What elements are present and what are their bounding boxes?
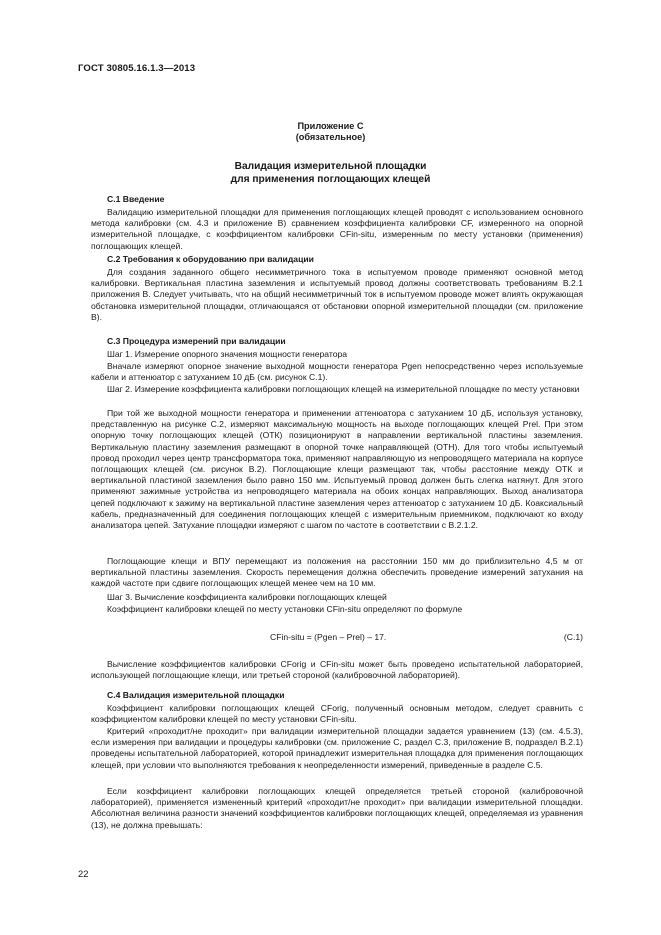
annex-status: (обязательное)	[295, 132, 366, 142]
doc-title-line1: Валидация измерительной площадки	[234, 161, 427, 172]
standard-header: ГОСТ 30805.16.1.3—2013	[78, 63, 196, 74]
section-c4-paragraph-2: Критерий «проходит/не проходит» при валидации измерительной площадки задается уравнением (13) (см. 4.5.3), если измерения при валидации и процедуры калибровки (см. приложение С, раздел С.3, приложение В, подраздел В.2.1) проведены испытательной лабораторией, которой принадлежит измерительная площадка для применения поглощающих клещей, при условии что выполняются требования к неопределенности измерений, приведенные в разделе С.5.	[91, 726, 583, 770]
section-c3-heading: С.3 Процедура измерений при валидации	[107, 336, 286, 346]
annex-title: Приложение С	[297, 121, 364, 131]
section-c3-paragraph-4: Коэффициент калибровки клещей по месту установки CFin-situ определяют по формуле	[107, 604, 463, 614]
step-2-label: Шаг 2. Измерение коэффициента калибровки поглощающих клещей на измерительной площадке по месту установки	[107, 384, 580, 394]
section-c3-paragraph-5: Вычисление коэффициентов калибровки CForig и CFin-situ может быть проведено испытательной лабораторией, использующей поглощающие клещи, или третьей стороной (калибровочной лабораторией).	[91, 659, 583, 681]
section-c4-heading: С.4 Валидация измерительной площадки	[107, 690, 285, 700]
section-c2-heading: С.2 Требования к оборудованию при валидации	[107, 254, 314, 264]
section-c4-paragraph-1: Коэффициент калибровки поглощающих клещей CForig, полученный основным методом, следует сравнить с коэффициентом калибровки клещей по месту установки CFin-situ.	[91, 703, 583, 725]
page-number: 22	[78, 868, 89, 879]
step-1-label: Шаг 1. Измерение опорного значения мощности генератора	[107, 349, 348, 359]
section-c1-paragraph: Валидацию измерительной площадки для применения поглощающих клещей проводят с использованием основного метода калибровки (см. 4.3 и приложение В) сравнением коэффициента калибровки CF, измеренного на опорной измерительной площадке, с коэффициентом калибровки CFin-situ, измеренным по месту установки (применения) поглощающих клещей.	[91, 207, 583, 251]
formula-expression: CFin-situ = (Pgen – Prel) – 17.	[270, 632, 387, 642]
section-c3-paragraph-3: Поглощающие клещи и ВПУ перемещают из положения на расстоянии 150 мм до приблизительно 4,5 м от вертикальной пластины заземления. Скорость перемещения должна обеспечить проведение измерений затухания на каждой частоте при сдвиге поглощающих клещей менее чем на 10 мм.	[91, 556, 583, 589]
section-c4-paragraph-3: Если коэффициент калибровки поглощающих клещей определяется третьей стороной (калибровочной лабораторией), применяется измененный критерий «проходит/не проходит» при валидации измерительной площадки. Абсолютная величина разности значений коэффициентов калибровки поглощающих клещей, определяемая из уравнения (13), не должна превышать:	[91, 786, 583, 830]
step-3-label: Шаг 3. Вычисление коэффициента калибровки поглощающих клещей	[107, 592, 387, 602]
section-c3-paragraph-2: При той же выходной мощности генератора и применении аттенюатора с затуханием 10 дБ, используя установку, представленную на рисунке С.2, измеряют максимальную мощность на выходе поглощающих клещей Prel. При этом опорную точку поглощающих клещей (ОТК) позиционируют в направлении вертикальной пластины заземления. Вертикальную пластину заземления размещают в опорной точке направляющей (ОТН). Для того чтобы испытуемый провод проходил через центр трансформатора тока, применяют направляющую из непроводящего материала на корпусе поглощающих клещей (см. рисунок В.2). Поглощающие клещи размещают так, чтобы расстояние между ОТК и вертикальной пластиной заземления было равно 150 мм. Испытуемый провод должен быть слегка натянут. Для этого применяют зажимные устройства из непроводящего материала на обоих концах направляющих. Выход анализатора цепей подключают к зажиму на вертикальной пластине заземления через аттенюатор с затуханием 10 дБ. Коаксиальный кабель, предназначенный для соединения поглощающих клещей с измерительным приемником, подключают ко входу анализатора цепей. Затухание площадки измеряют с шагом по частоте в соответствии с В.2.1.2.	[91, 408, 583, 531]
formula-c1	[91, 632, 583, 644]
formula-number: (С.1)	[563, 632, 583, 642]
section-c2-paragraph: Для создания заданного общего несимметричного тока в испытуемом проводе применяют основной метод калибровки. Вертикальная пластина заземления и испытуемый провод должны соответствовать требованиям В.2.1 приложения В. Следует учитывать, что на общий несимметричный ток в испытуемом проводе может влиять окружающая обстановка измерительной площадки, отличающаяся от обстановки опорной измерительной площадки (см. приложение В).	[91, 267, 583, 322]
doc-title-line2: для применения поглощающих клещей	[230, 174, 431, 185]
section-c3-paragraph-1: Вначале измеряют опорное значение выходной мощности генератора Pgen непосредственно через используемые кабели и аттенюатор с затуханием 10 дБ (см. рисунок С.1).	[91, 361, 583, 383]
section-c1-heading: С.1 Введение	[107, 194, 165, 204]
